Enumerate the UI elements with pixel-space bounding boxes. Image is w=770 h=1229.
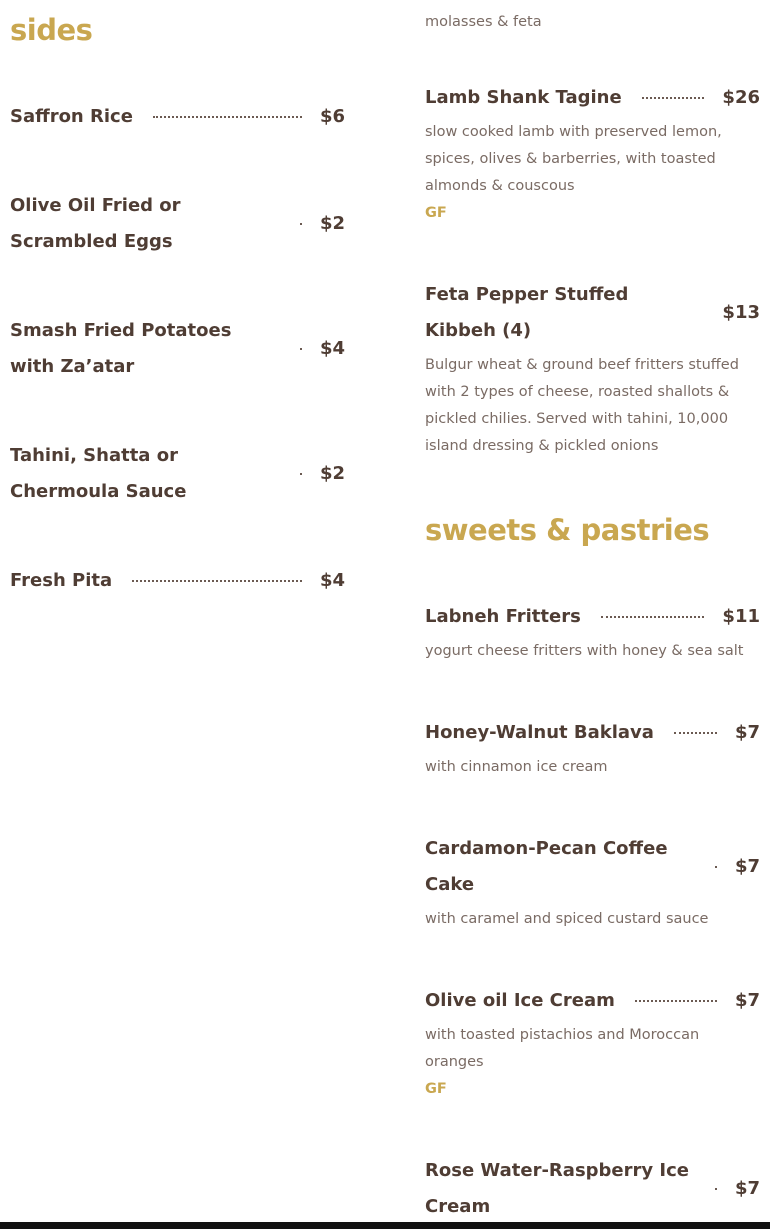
menu-item-fresh-pita xyxy=(10,563,345,599)
item-price: $13 xyxy=(722,302,760,323)
item-name: Feta Pepper Stuffed Kibbeh (4) xyxy=(425,284,629,341)
dot-leader xyxy=(674,732,717,734)
dot-leader xyxy=(642,97,705,99)
item-name: Saffron Rice xyxy=(10,106,133,127)
item-price: $7 xyxy=(734,1178,760,1199)
item-price: $2 xyxy=(319,213,345,234)
bottom-edge-bar xyxy=(0,1222,770,1229)
menu-item-olive-oil-ice-cream xyxy=(425,983,760,1103)
item-name: Labneh Fritters xyxy=(425,606,581,627)
menu-item-coffee-cake xyxy=(425,831,760,933)
item-price: $7 xyxy=(734,856,760,877)
gluten-free-badge: GF xyxy=(425,1081,447,1097)
item-price: $4 xyxy=(319,570,345,591)
gluten-free-badge: GF xyxy=(425,205,447,221)
item-description: slow cooked lamb with preserved lemon, spices, olives & barberries, with toasted almonds & couscous xyxy=(425,124,722,194)
item-description: with cinnamon ice cream xyxy=(425,759,608,775)
dot-leader xyxy=(300,223,302,225)
item-description: with toasted pistachios and Moroccan oranges xyxy=(425,1027,700,1070)
item-name: Olive Oil Fried or Scrambled Eggs xyxy=(10,195,181,252)
menu-item-sauce xyxy=(10,438,345,510)
menu-item-rose-water-ice-cream xyxy=(425,1153,760,1225)
item-name: Honey-Walnut Baklava xyxy=(425,722,654,743)
dot-leader xyxy=(300,473,302,475)
item-description: Bulgur wheat & ground beef fritters stuffed with 2 types of cheese, roasted shallots & pickled chilies. Served with tahini, 10,000 island dressing & pickled onions xyxy=(425,357,739,454)
item-name: Rose Water-Raspberry Ice Cream xyxy=(425,1160,689,1217)
item-name: Olive oil Ice Cream xyxy=(425,990,615,1011)
item-name: Fresh Pita xyxy=(10,570,113,591)
item-price: $2 xyxy=(319,463,345,484)
menu-item-feta-kibbeh xyxy=(425,277,760,460)
item-price: $4 xyxy=(319,338,345,359)
dot-leader xyxy=(715,866,717,868)
dot-leader xyxy=(132,580,302,582)
item-price: $7 xyxy=(734,990,760,1011)
menu-item-saffron-rice xyxy=(10,99,345,135)
item-description: yogurt cheese fritters with honey & sea salt xyxy=(425,643,744,659)
item-price: $6 xyxy=(319,106,345,127)
item-description: with caramel and spiced custard sauce xyxy=(425,911,709,927)
item-price: $11 xyxy=(722,606,760,627)
menu-item-labneh-fritters xyxy=(425,599,760,665)
item-price: $26 xyxy=(722,87,760,108)
menu-item-smash-fried-potatoes xyxy=(10,313,345,385)
section-title-sides: sides xyxy=(10,13,93,47)
dot-leader xyxy=(715,1188,717,1190)
dot-leader xyxy=(153,116,302,118)
dot-leader xyxy=(635,1000,717,1002)
dot-leader xyxy=(300,348,302,350)
item-name: Lamb Shank Tagine xyxy=(425,87,622,108)
menu-item-lamb-shank-tagine xyxy=(425,80,760,227)
section-title-sweets: sweets & pastries xyxy=(425,513,710,547)
item-name: Smash Fried Potatoes with Za’atar xyxy=(10,320,232,377)
menu-item-eggs xyxy=(10,188,345,260)
menu-item-baklava xyxy=(425,715,760,781)
item-name: Cardamon-Pecan Coffee Cake xyxy=(425,838,668,895)
dot-leader xyxy=(601,616,705,618)
item-price: $7 xyxy=(734,722,760,743)
item-name: Tahini, Shatta or Chermoula Sauce xyxy=(10,445,187,502)
cut-off-description: molasses & feta xyxy=(425,14,542,30)
